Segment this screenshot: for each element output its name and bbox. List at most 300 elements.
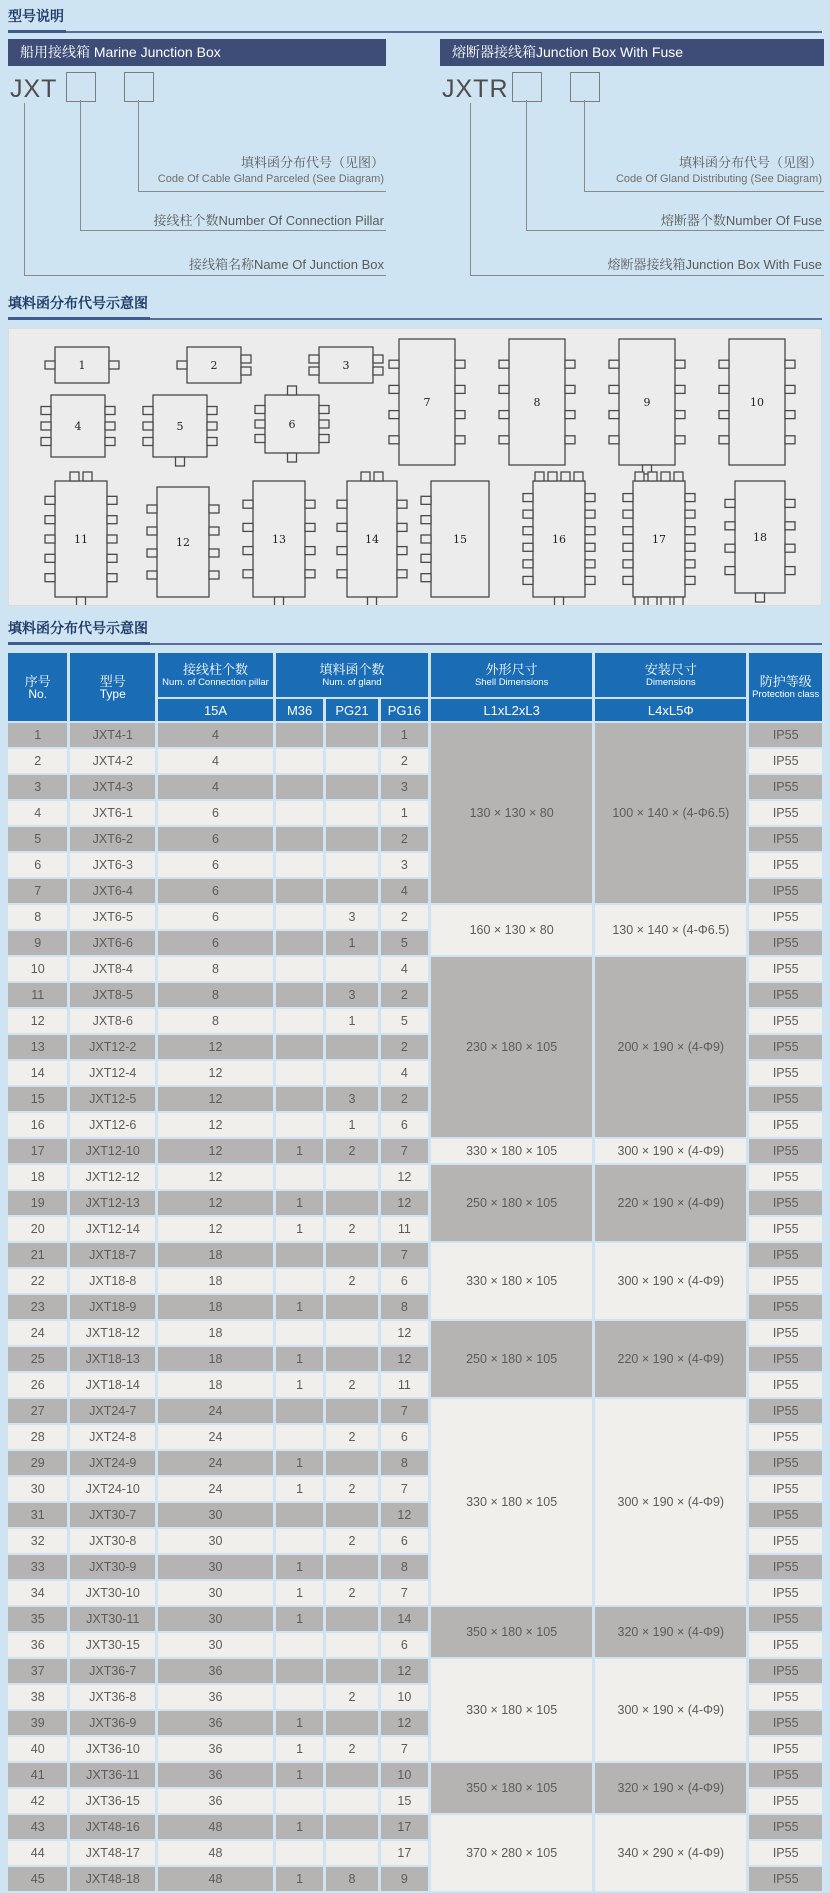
cell-type: JXT36-11 [70, 1763, 155, 1787]
gland-tab [421, 574, 431, 582]
cell-pg16: 5 [381, 931, 428, 955]
cell-protection-class: IP55 [749, 1425, 822, 1449]
gland-tab [725, 522, 735, 530]
junction-box-shape-14 [337, 472, 407, 605]
cell-pg21 [326, 1711, 377, 1735]
gland-tab [565, 385, 575, 393]
cell-no: 26 [8, 1373, 67, 1397]
gland-tab [255, 420, 265, 428]
cell-pg16: 10 [381, 1763, 428, 1787]
cell-pg21 [326, 1061, 377, 1085]
cell-pg21: 2 [326, 1477, 377, 1501]
label-connection-pillar: 接线柱个数Number Of Connection Pillar [153, 213, 384, 228]
cell-type: JXT18-12 [70, 1321, 155, 1345]
gland-tab [207, 407, 217, 415]
cell-protection-class: IP55 [749, 1139, 822, 1163]
connector-line [584, 191, 824, 192]
cell-type: JXT30-8 [70, 1529, 155, 1553]
cell-pg21 [326, 879, 377, 903]
cell-pg16: 12 [381, 1659, 428, 1683]
gland-tab [397, 570, 407, 578]
gland-tab [785, 411, 795, 419]
cell-pg21 [326, 1841, 377, 1865]
gland-tab [209, 527, 219, 535]
cell-pg16: 7 [381, 1399, 428, 1423]
box-number: 15 [453, 533, 467, 546]
cell-type: JXT30-7 [70, 1503, 155, 1527]
junction-box-shape-15 [421, 481, 489, 597]
gland-tab [585, 560, 595, 568]
cell-15a: 36 [158, 1789, 273, 1813]
cell-no: 33 [8, 1555, 67, 1579]
gland-tab [609, 411, 619, 419]
cell-protection-class: IP55 [749, 1477, 822, 1501]
cell-pg21 [326, 1659, 377, 1683]
cell-m36 [276, 1425, 323, 1449]
gland-tab [305, 500, 315, 508]
cell-15a: 6 [158, 905, 273, 929]
connector-line [80, 230, 386, 231]
gland-tab [499, 385, 509, 393]
cell-m36 [276, 749, 323, 773]
gland-tab [785, 499, 795, 507]
cell-pg21 [326, 957, 377, 981]
cell-protection-class: IP55 [749, 1503, 822, 1527]
cell-no: 1 [8, 723, 67, 747]
cell-pg16: 7 [381, 1737, 428, 1761]
gland-tab [685, 576, 695, 584]
gland-tab [45, 554, 55, 562]
cell-no: 34 [8, 1581, 67, 1605]
cell-type: JXT24-9 [70, 1451, 155, 1475]
box-number: 13 [272, 533, 286, 546]
col-header-shell-en: Shell Dimensions [474, 677, 549, 688]
col-header-pillar-en: Num. of Connection pillar [162, 677, 269, 688]
subheader-15a: 15A [158, 699, 273, 721]
box-number: 8 [533, 396, 541, 409]
cell-pg16: 8 [381, 1451, 428, 1475]
nomenclature-diagrams [0, 39, 830, 285]
cell-pg16: 2 [381, 1087, 428, 1111]
cell-type: JXT6-4 [70, 879, 155, 903]
gland-tab [77, 597, 86, 605]
gland-distribution-diagram [9, 329, 821, 605]
gland-tab [309, 367, 319, 375]
cell-m36 [276, 931, 323, 955]
cell-pg21 [326, 1789, 377, 1813]
cell-pg21 [326, 827, 377, 851]
label-junction-box-name: 接线箱名称Name Of Junction Box [188, 257, 384, 272]
cell-pg16: 6 [381, 1425, 428, 1449]
cell-no: 6 [8, 853, 67, 877]
cell-pg21: 2 [326, 1685, 377, 1709]
cell-pg16: 12 [381, 1191, 428, 1215]
gland-tab [555, 597, 564, 605]
junction-box-shape-3 [309, 347, 383, 383]
cell-no: 3 [8, 775, 67, 799]
junction-box-shape-16 [523, 472, 595, 605]
cell-15a: 24 [158, 1399, 273, 1423]
cell-shell-dimensions: 370 × 280 × 105 [431, 1815, 592, 1891]
gland-tab [105, 407, 115, 415]
cell-15a: 12 [158, 1087, 273, 1111]
table-row [8, 1243, 822, 1267]
cell-protection-class: IP55 [749, 1789, 822, 1813]
gland-tab [209, 549, 219, 557]
cell-15a: 12 [158, 1165, 273, 1189]
cell-no: 11 [8, 983, 67, 1007]
cell-pg21 [326, 1815, 377, 1839]
cell-m36: 1 [276, 1477, 323, 1501]
cell-type: JXT30-11 [70, 1607, 155, 1631]
cell-type: JXT12-13 [70, 1191, 155, 1215]
connector-line [138, 191, 386, 192]
cell-15a: 12 [158, 1139, 273, 1163]
junction-box-shape-5 [143, 395, 217, 466]
gland-tab [143, 438, 153, 446]
subheader-m36: M36 [276, 699, 323, 721]
cell-type: JXT36-9 [70, 1711, 155, 1735]
box-number: 6 [288, 418, 296, 431]
cell-type: JXT36-10 [70, 1737, 155, 1761]
cell-protection-class: IP55 [749, 1321, 822, 1345]
cell-pg21 [326, 1555, 377, 1579]
gland-tab [319, 420, 329, 428]
cell-type: JXT12-6 [70, 1113, 155, 1137]
cell-no: 44 [8, 1841, 67, 1865]
cell-15a: 6 [158, 879, 273, 903]
gland-tab [373, 355, 383, 363]
cell-protection-class: IP55 [749, 1763, 822, 1787]
junction-box-shape-11 [45, 472, 117, 605]
cell-protection-class: IP55 [749, 1009, 822, 1033]
cell-15a: 30 [158, 1555, 273, 1579]
cell-mount-dimensions: 300 × 190 × (4-Φ9) [595, 1399, 746, 1605]
cell-15a: 24 [158, 1451, 273, 1475]
section-underline [150, 317, 822, 320]
cell-pg16: 1 [381, 723, 428, 747]
cell-pg16: 11 [381, 1217, 428, 1241]
col-header-shell-dim [431, 653, 592, 697]
cell-no: 31 [8, 1503, 67, 1527]
gland-tab [337, 500, 347, 508]
cell-protection-class: IP55 [749, 1373, 822, 1397]
cell-no: 21 [8, 1243, 67, 1267]
cell-pg16: 3 [381, 853, 428, 877]
col-header-type-en: Type [99, 687, 126, 701]
cell-type: JXT12-10 [70, 1139, 155, 1163]
cell-shell-dimensions: 250 × 180 × 105 [431, 1321, 592, 1397]
cell-pg16: 3 [381, 775, 428, 799]
gland-tab [337, 523, 347, 531]
col-header-gland-zh: 填料函个数 [319, 662, 385, 677]
cell-m36: 1 [276, 1763, 323, 1787]
gland-tab [548, 472, 557, 481]
cell-protection-class: IP55 [749, 931, 822, 955]
cell-no: 27 [8, 1399, 67, 1423]
gland-tab [107, 516, 117, 524]
gland-tab [421, 516, 431, 524]
cell-type: JXT6-5 [70, 905, 155, 929]
cell-m36 [276, 1633, 323, 1657]
code-placeholder-box-2 [124, 72, 154, 102]
junction-box-shape-8 [499, 339, 575, 465]
gland-tab [609, 436, 619, 444]
cell-m36 [276, 1503, 323, 1527]
gland-tab [719, 360, 729, 368]
cell-protection-class: IP55 [749, 1191, 822, 1215]
cell-pg21 [326, 1633, 377, 1657]
table-row [8, 905, 822, 929]
cell-mount-dimensions: 220 × 190 × (4-Φ9) [595, 1165, 746, 1241]
gland-tab [389, 411, 399, 419]
cell-type: JXT24-10 [70, 1477, 155, 1501]
cell-type: JXT24-7 [70, 1399, 155, 1423]
cell-pg16: 5 [381, 1009, 428, 1033]
spec-table [5, 651, 825, 1893]
cell-pg21 [326, 1763, 377, 1787]
gland-tab [147, 571, 157, 579]
gland-tab [143, 407, 153, 415]
cell-m36 [276, 1685, 323, 1709]
gland-tab [565, 436, 575, 444]
gland-tab [785, 544, 795, 552]
gland-tab [243, 523, 253, 531]
cell-no: 5 [8, 827, 67, 851]
cell-mount-dimensions: 300 × 190 × (4-Φ9) [595, 1139, 746, 1163]
gland-tab [725, 499, 735, 507]
cell-15a: 18 [158, 1321, 273, 1345]
cell-pg16: 9 [381, 1867, 428, 1891]
cell-type: JXT12-2 [70, 1035, 155, 1059]
cell-protection-class: IP55 [749, 1243, 822, 1267]
cell-no: 37 [8, 1659, 67, 1683]
cell-protection-class: IP55 [749, 983, 822, 1007]
col-header-no-en: No. [28, 687, 48, 701]
cell-pg21: 2 [326, 1269, 377, 1293]
box-number: 5 [176, 420, 184, 433]
gland-tab [685, 527, 695, 535]
cell-no: 12 [8, 1009, 67, 1033]
gland-tab [523, 576, 533, 584]
gland-tab [623, 543, 633, 551]
cell-pg16: 14 [381, 1607, 428, 1631]
table-row [8, 1815, 822, 1839]
cell-no: 18 [8, 1165, 67, 1189]
gland-tab [397, 500, 407, 508]
cell-15a: 12 [158, 1061, 273, 1085]
cell-protection-class: IP55 [749, 827, 822, 851]
table-row [8, 1659, 822, 1683]
table-row [8, 1763, 822, 1787]
col-header-gland-en: Num. of gland [322, 677, 382, 688]
cell-type: JXT48-17 [70, 1841, 155, 1865]
cell-m36: 1 [276, 1191, 323, 1215]
box-number: 10 [750, 396, 764, 409]
marine-junction-box-diagram [8, 39, 386, 285]
cell-pg16: 8 [381, 1295, 428, 1319]
gland-tab [143, 422, 153, 430]
gland-tab [455, 385, 465, 393]
gland-tab [674, 472, 683, 481]
cell-protection-class: IP55 [749, 1685, 822, 1709]
cell-type: JXT48-16 [70, 1815, 155, 1839]
gland-tab [45, 361, 55, 369]
gland-tab [389, 385, 399, 393]
cell-protection-class: IP55 [749, 1087, 822, 1111]
cell-15a: 36 [158, 1685, 273, 1709]
gland-tab [421, 496, 431, 504]
col-header-protection [749, 653, 822, 721]
gland-tab [361, 472, 370, 481]
cell-no: 32 [8, 1529, 67, 1553]
cell-m36: 1 [276, 1711, 323, 1735]
subheader-l4l5: L4xL5Φ [595, 699, 746, 721]
cell-m36 [276, 1399, 323, 1423]
gland-tab [45, 516, 55, 524]
cell-type: JXT36-7 [70, 1659, 155, 1683]
cell-protection-class: IP55 [749, 1737, 822, 1761]
junction-box-shape-1 [45, 347, 119, 383]
cell-15a: 6 [158, 827, 273, 851]
cell-protection-class: IP55 [749, 1113, 822, 1137]
cell-no: 29 [8, 1451, 67, 1475]
cell-protection-class: IP55 [749, 749, 822, 773]
cell-no: 16 [8, 1113, 67, 1137]
cell-15a: 36 [158, 1763, 273, 1787]
gland-tab [585, 576, 595, 584]
cell-pg21 [326, 1399, 377, 1423]
gland-tab [389, 360, 399, 368]
cell-m36: 1 [276, 1737, 323, 1761]
cell-no: 4 [8, 801, 67, 825]
cell-m36 [276, 1035, 323, 1059]
cell-type: JXT12-5 [70, 1087, 155, 1111]
gland-tab [83, 472, 92, 481]
cell-protection-class: IP55 [749, 1555, 822, 1579]
cell-protection-class: IP55 [749, 1061, 822, 1085]
gland-tab [288, 453, 297, 462]
cell-m36 [276, 1659, 323, 1683]
cell-no: 42 [8, 1789, 67, 1813]
cell-pg16: 2 [381, 905, 428, 929]
cell-pg16: 12 [381, 1347, 428, 1371]
gland-tab [499, 436, 509, 444]
cell-pg21 [326, 1295, 377, 1319]
cell-no: 23 [8, 1295, 67, 1319]
cell-no: 20 [8, 1217, 67, 1241]
gland-tab [41, 407, 51, 415]
gland-tab [255, 406, 265, 414]
gland-tab [561, 472, 570, 481]
cell-15a: 30 [158, 1503, 273, 1527]
code-placeholder-box-1 [66, 72, 96, 102]
gland-tab [785, 436, 795, 444]
cell-pg21 [326, 1035, 377, 1059]
gland-tab [41, 438, 51, 446]
cell-shell-dimensions: 330 × 180 × 105 [431, 1243, 592, 1319]
junction-box-shape-12 [147, 487, 219, 597]
gland-tab [623, 527, 633, 535]
cell-m36: 1 [276, 1347, 323, 1371]
cell-protection-class: IP55 [749, 1581, 822, 1605]
section-gland-diagram [8, 293, 822, 320]
cell-pg21 [326, 1191, 377, 1215]
cell-no: 15 [8, 1087, 67, 1111]
cell-type: JXT30-10 [70, 1581, 155, 1605]
gland-tab [243, 547, 253, 555]
gland-tab [455, 411, 465, 419]
gland-tab [565, 360, 575, 368]
cell-m36 [276, 1321, 323, 1345]
gland-tab [675, 385, 685, 393]
cell-pg16: 12 [381, 1165, 428, 1189]
cell-pg21: 2 [326, 1139, 377, 1163]
gland-tab [41, 422, 51, 430]
cell-pg21 [326, 853, 377, 877]
cell-pg16: 2 [381, 749, 428, 773]
code-placeholder-box-1 [512, 72, 542, 102]
cell-15a: 12 [158, 1191, 273, 1215]
cell-no: 40 [8, 1737, 67, 1761]
cell-protection-class: IP55 [749, 1841, 822, 1865]
cell-pg16: 7 [381, 1581, 428, 1605]
section-underline [150, 642, 822, 645]
gland-tab [623, 576, 633, 584]
gland-tab [685, 510, 695, 518]
marine-junction-box-header: 船用接线箱 Marine Junction Box [8, 39, 386, 66]
cell-pg16: 4 [381, 879, 428, 903]
connector-line [526, 100, 527, 230]
gland-tab [675, 411, 685, 419]
gland-tab [574, 472, 583, 481]
gland-tab [45, 574, 55, 582]
label-fuse-junction-box-name: 熔断器接线箱Junction Box With Fuse [607, 257, 822, 272]
col-header-protection-zh: 防护等级 [759, 674, 812, 689]
gland-tab [535, 472, 544, 481]
junction-box-shape-9 [609, 339, 685, 474]
junction-box-shape-6 [255, 386, 329, 462]
col-header-mount-zh: 安装尺寸 [644, 662, 697, 677]
box-number: 4 [74, 420, 82, 433]
gland-tab [305, 570, 315, 578]
cell-pg16: 7 [381, 1139, 428, 1163]
section-spec-table [8, 618, 822, 645]
box-number: 2 [210, 359, 218, 372]
section-model-spec [8, 0, 822, 33]
cell-protection-class: IP55 [749, 879, 822, 903]
box-number: 16 [552, 533, 566, 546]
cell-15a: 18 [158, 1373, 273, 1397]
gland-tab [368, 597, 377, 605]
col-header-mount-dim [595, 653, 746, 697]
cell-type: JXT30-15 [70, 1633, 155, 1657]
gland-tab [719, 436, 729, 444]
cell-15a: 12 [158, 1217, 273, 1241]
connector-line [584, 100, 585, 191]
cell-shell-dimensions: 130 × 130 × 80 [431, 723, 592, 903]
cell-15a: 36 [158, 1659, 273, 1683]
cell-no: 41 [8, 1763, 67, 1787]
cell-pg16: 12 [381, 1321, 428, 1345]
cell-pg21: 2 [326, 1529, 377, 1553]
cell-protection-class: IP55 [749, 1399, 822, 1423]
cell-15a: 24 [158, 1425, 273, 1449]
cell-pg21: 1 [326, 1009, 377, 1033]
cell-m36 [276, 1009, 323, 1033]
gland-tab [719, 411, 729, 419]
cell-mount-dimensions: 100 × 140 × (4-Φ6.5) [595, 723, 746, 903]
